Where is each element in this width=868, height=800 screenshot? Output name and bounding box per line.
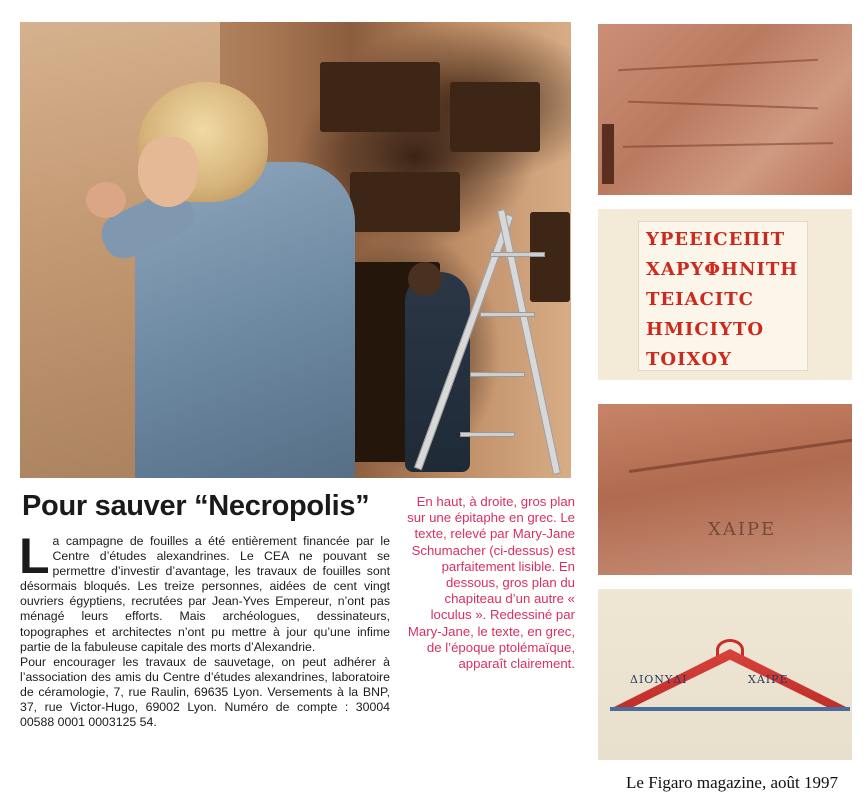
epitaph-line: ΥΡΕΕΙϹΕΠΙΤ [646,229,786,250]
source-credit: Le Figaro magazine, août 1997 [626,773,838,792]
ladder-rung [490,252,545,257]
main-photo-excavation [20,22,571,478]
scratch-mark [623,142,833,148]
capital-text-left: ΔΙΟΝΥΔΙ [630,673,688,686]
ladder-rung [470,372,525,377]
loculus-niche [320,62,440,132]
article-headline: Pour sauver “Necropolis” [22,490,370,522]
ladder-rung [460,432,515,437]
ladder-rung [480,312,535,317]
epitaph-line: ΤΟΙΧΟΥ [646,349,732,370]
lintel-line [610,707,850,711]
epitaph-line: ΤΕΙΑϹΙΤϹ [646,289,754,310]
photo-caption: En haut, à droite, gros plan sur une épitaphe en grec. Le texte, relevé par Mary-Jane Schumacher (ci-dessus) est parfaitement lisible. En dessous, gros plan du chapiteau d’un autre « loculus ». Redessiné par Mary-Jane, le texte, en grec, de l’époque ptolémaïque, apparaît clairement. [407,494,575,672]
archaeologist-hand [86,182,126,218]
worker-figure [405,272,470,472]
article-paragraph: Pour encourager les travaux de sauvetage, on peut adhérer à l’association des amis du Centre d’études alexandrines, laboratoire de céramologie, 7, rue Raulin, 69635 Lyon. Versements à la BNP, 37, rue Victor-Hugo, 69002 Lyon. Numéro de compte : 30004 00588 0001 0003125 54. [20,654,390,730]
scratch-mark [628,101,818,110]
paragraph-text: a campagne de fouilles a été entièrement financée par le Centre d’études alexandrines. Le CEA ne pouvant se permettre d’investir d’avantage, les travaux de fouilles sont désormais bloqués. Les treize personnes, aidées de cent vingt ouvriers égyptiens, recrutées par Jean-Yves Empereur, n’ont pas ménagé leurs efforts. Mais archéologues, dessinateurs, topographes et architectes n’ont pu mettre à jour qu’une infime partie de la fabuleuse capitale des morts d’Alexandrie. [20,534,390,654]
drop-cap: L [19,528,50,584]
epitaph-line: ΧΑΡΥΦΗΝΙΤΗ [646,259,799,280]
loculus-niche [350,172,460,232]
article-body [19,528,390,730]
loculus-niche [450,82,540,152]
drawing-capital [598,589,852,760]
photo-capital-stone [598,404,852,575]
photo-epitaph-stone [598,24,852,195]
loculus-niche [530,212,570,302]
stone-hole [602,124,614,184]
article-paragraph [19,528,390,655]
stone-crack [629,438,852,473]
scratch-mark [618,59,818,71]
archaeologist-face [138,137,198,207]
capital-text-right: ΧΑΙΡΕ [748,673,789,686]
drawing-epitaph [598,209,852,380]
epitaph-line: ΗΜΙϹΙΥΤΟ [646,319,765,340]
worker-head [408,262,442,296]
stone-capital-text: ΧΑΙΡΕ [708,519,777,540]
drawn-epitaph-text [646,225,816,375]
